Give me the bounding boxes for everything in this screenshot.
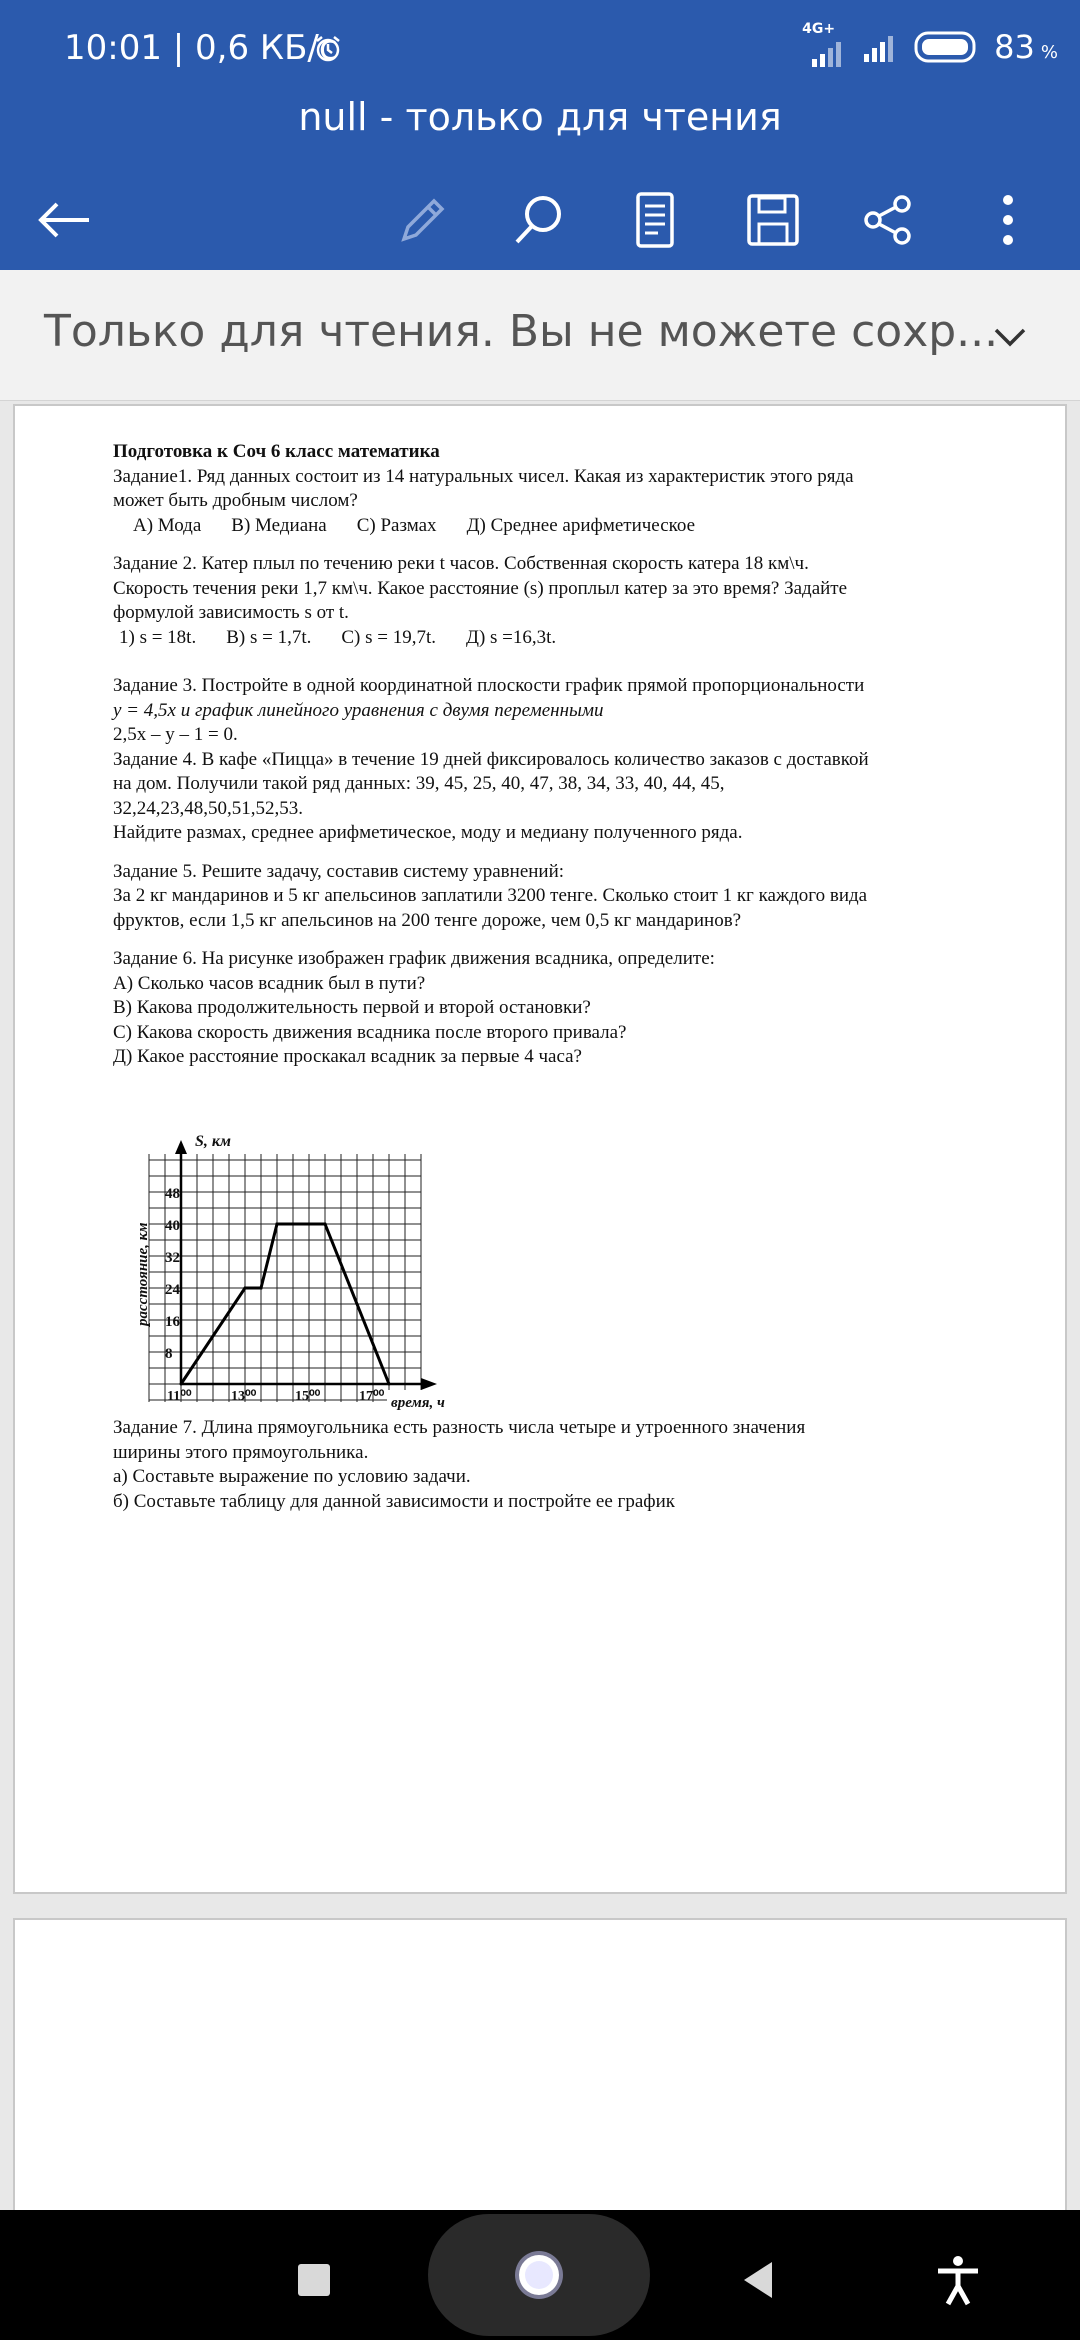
network-label: 4G+ xyxy=(802,21,836,37)
task2-options xyxy=(113,626,993,651)
task5-text-1: Задание 5. Решите задачу, составив систему уравнений: xyxy=(113,860,565,882)
signal-icon xyxy=(862,32,900,62)
y-tick-label: 40 xyxy=(165,1218,180,1234)
back-button[interactable] xyxy=(28,185,98,255)
more-options-button[interactable] xyxy=(973,185,1043,255)
chart-y-axis-label: расстояние, км xyxy=(135,1222,151,1326)
x-tick-label: 17⁰⁰ xyxy=(359,1389,385,1404)
task1-text-2: может быть дробным числом? xyxy=(113,490,358,511)
y-tick-label: 16 xyxy=(165,1314,180,1330)
status-indicators xyxy=(802,22,1058,72)
task3-text-3: 2,5x – y – 1 = 0. xyxy=(113,724,238,745)
route-point xyxy=(324,1223,327,1226)
home-circle-icon xyxy=(509,2245,569,2305)
route-point xyxy=(260,1287,263,1290)
reading-view-button[interactable] xyxy=(620,185,690,255)
y-tick-label: 24 xyxy=(165,1282,180,1298)
task2-option: Д) s =16,3t. xyxy=(466,626,557,648)
accessibility-icon[interactable] xyxy=(932,2254,984,2306)
app-bar xyxy=(0,95,1080,270)
document-page[interactable] xyxy=(13,404,1067,1894)
task6-text-3: В) Какова продолжительность первой и второй остановки? xyxy=(113,997,591,1018)
task6-text-4: С) Какова скорость движения всадника после второго привала? xyxy=(113,1021,627,1043)
floppy-disk-icon xyxy=(745,192,801,248)
y-tick-label: 8 xyxy=(165,1346,173,1362)
save-button[interactable] xyxy=(738,185,808,255)
read-only-message: Только для чтения. Вы не можете сохр... xyxy=(44,306,999,357)
task1-text-1: Задание1. Ряд данных состоит из 14 натуральных чисел. Какая из характеристик этого ряда xyxy=(113,465,854,487)
task4-text-1: Задание 4. В кафе «Пицца» в течение 19 дней фиксировалось количество заказов с доставкой xyxy=(113,748,869,770)
route-point xyxy=(388,1383,391,1386)
status-bar xyxy=(0,0,1080,95)
read-only-banner[interactable] xyxy=(0,270,1080,401)
back-triangle-icon[interactable] xyxy=(740,2260,776,2300)
task5-text-2: За 2 кг мандаринов и 5 кг апельсинов заплатили 3200 тенге. Сколько стоит 1 кг каждого вида xyxy=(113,885,868,906)
share-icon xyxy=(860,192,916,248)
x-axis-arrow xyxy=(421,1378,437,1390)
task3-text-2: y = 4,5x и график линейного уравнения с двумя переменными xyxy=(113,699,604,721)
task5-text-3: фруктов, если 1,5 кг апельсинов на 200 тенге дороже, чем 0,5 кг мандаринов? xyxy=(113,909,742,931)
task3-text-1: Задание 3. Постройте в одной координатной плоскости график прямой пропорциональности xyxy=(113,675,865,696)
task1-option: С) Размах xyxy=(356,514,437,536)
task4-text-2: на дом. Получили такой ряд данных: 39, 45, 25, 40, 47, 38, 34, 33, 40, 44, 45, xyxy=(113,773,725,794)
mobile-view-icon xyxy=(632,191,678,249)
chart-y-top-label: S, км xyxy=(195,1133,231,1150)
back-arrow-icon xyxy=(35,200,91,240)
document-content-2 xyxy=(113,1416,993,1514)
x-tick-label: 13⁰⁰ xyxy=(231,1389,257,1404)
task7-text-1: Задание 7. Длина прямоугольника есть разность числа четыре и утроенного значения xyxy=(113,1417,806,1438)
chart-x-axis-label: время, ч xyxy=(391,1395,445,1411)
route-point xyxy=(180,1383,183,1386)
doc-heading: Подготовка к Соч 6 класс математика xyxy=(113,441,440,462)
document-title: null - только для чтения xyxy=(298,95,782,139)
document-page-2[interactable] xyxy=(13,1918,1067,2218)
x-tick-label: 15⁰⁰ xyxy=(295,1389,321,1404)
home-button[interactable] xyxy=(428,2214,650,2336)
battery-level: 83 xyxy=(994,28,1035,66)
task6-text-1: Задание 6. На рисунке изображен график движения всадника, определите: xyxy=(113,948,715,969)
chart-ticks xyxy=(165,1186,385,1404)
task2-text-3: формулой зависимость s от t. xyxy=(113,602,349,623)
task4-text-3: 32,24,23,48,50,51,52,53. xyxy=(113,797,303,819)
more-vertical-icon xyxy=(998,192,1018,248)
task6-text-5: Д) Какое расстояние проскакал всадник за первые 4 часа? xyxy=(113,1046,582,1067)
signal-4g-icon xyxy=(802,21,848,69)
x-tick-label: 11⁰⁰ xyxy=(167,1389,192,1404)
route-point xyxy=(276,1223,279,1226)
task7-text-4: б) Составьте таблицу для данной зависимости и постройте ее график xyxy=(113,1490,675,1512)
task1-option: В) Медиана xyxy=(231,514,327,536)
task4-text-4: Найдите размах, среднее арифметическое, моду и медиану полученного ряда. xyxy=(113,822,743,843)
task1-option: Д) Среднее арифметическое xyxy=(466,514,696,536)
search-button[interactable] xyxy=(503,185,573,255)
task2-option: В) s = 1,7t. xyxy=(226,626,312,648)
task7-text-2: ширины этого прямоугольника. xyxy=(113,1441,369,1463)
y-axis-arrow xyxy=(175,1140,187,1154)
task6-text-2: А) Сколько часов всадник был в пути? xyxy=(113,972,426,994)
task7-text-3: а) Составьте выражение по условию задачи. xyxy=(113,1466,471,1487)
battery-icon xyxy=(914,30,980,64)
status-time: 10:01 | 0,6 КБ/с xyxy=(64,28,338,68)
alarm-icon xyxy=(314,35,342,63)
task2-text-1: Задание 2. Катер плыл по течению реки t часов. Собственная скорость катера 18 км\ч. xyxy=(113,553,809,574)
recent-apps-button[interactable] xyxy=(298,2264,330,2296)
y-tick-label: 48 xyxy=(165,1186,180,1202)
search-icon xyxy=(509,191,567,249)
task1-option: А) Мода xyxy=(133,514,202,536)
edit-button[interactable] xyxy=(388,185,458,255)
task2-text-2: Скорость течения реки 1,7 км\ч. Какое расстояние (s) проплыл катер за это время? Задайте xyxy=(113,577,848,599)
navigation-bar xyxy=(0,2210,1080,2340)
document-content xyxy=(113,440,993,1070)
task1-options xyxy=(113,514,993,539)
route-point xyxy=(244,1287,247,1290)
chevron-down-icon[interactable] xyxy=(980,306,1040,366)
pencil-icon xyxy=(396,193,450,247)
task2-option: С) s = 19,7t. xyxy=(341,626,436,648)
y-tick-label: 32 xyxy=(165,1250,180,1266)
battery-unit: % xyxy=(1040,41,1058,63)
rider-motion-chart xyxy=(125,1126,505,1426)
share-button[interactable] xyxy=(853,185,923,255)
task2-option: 1) s = 18t. xyxy=(119,626,197,648)
